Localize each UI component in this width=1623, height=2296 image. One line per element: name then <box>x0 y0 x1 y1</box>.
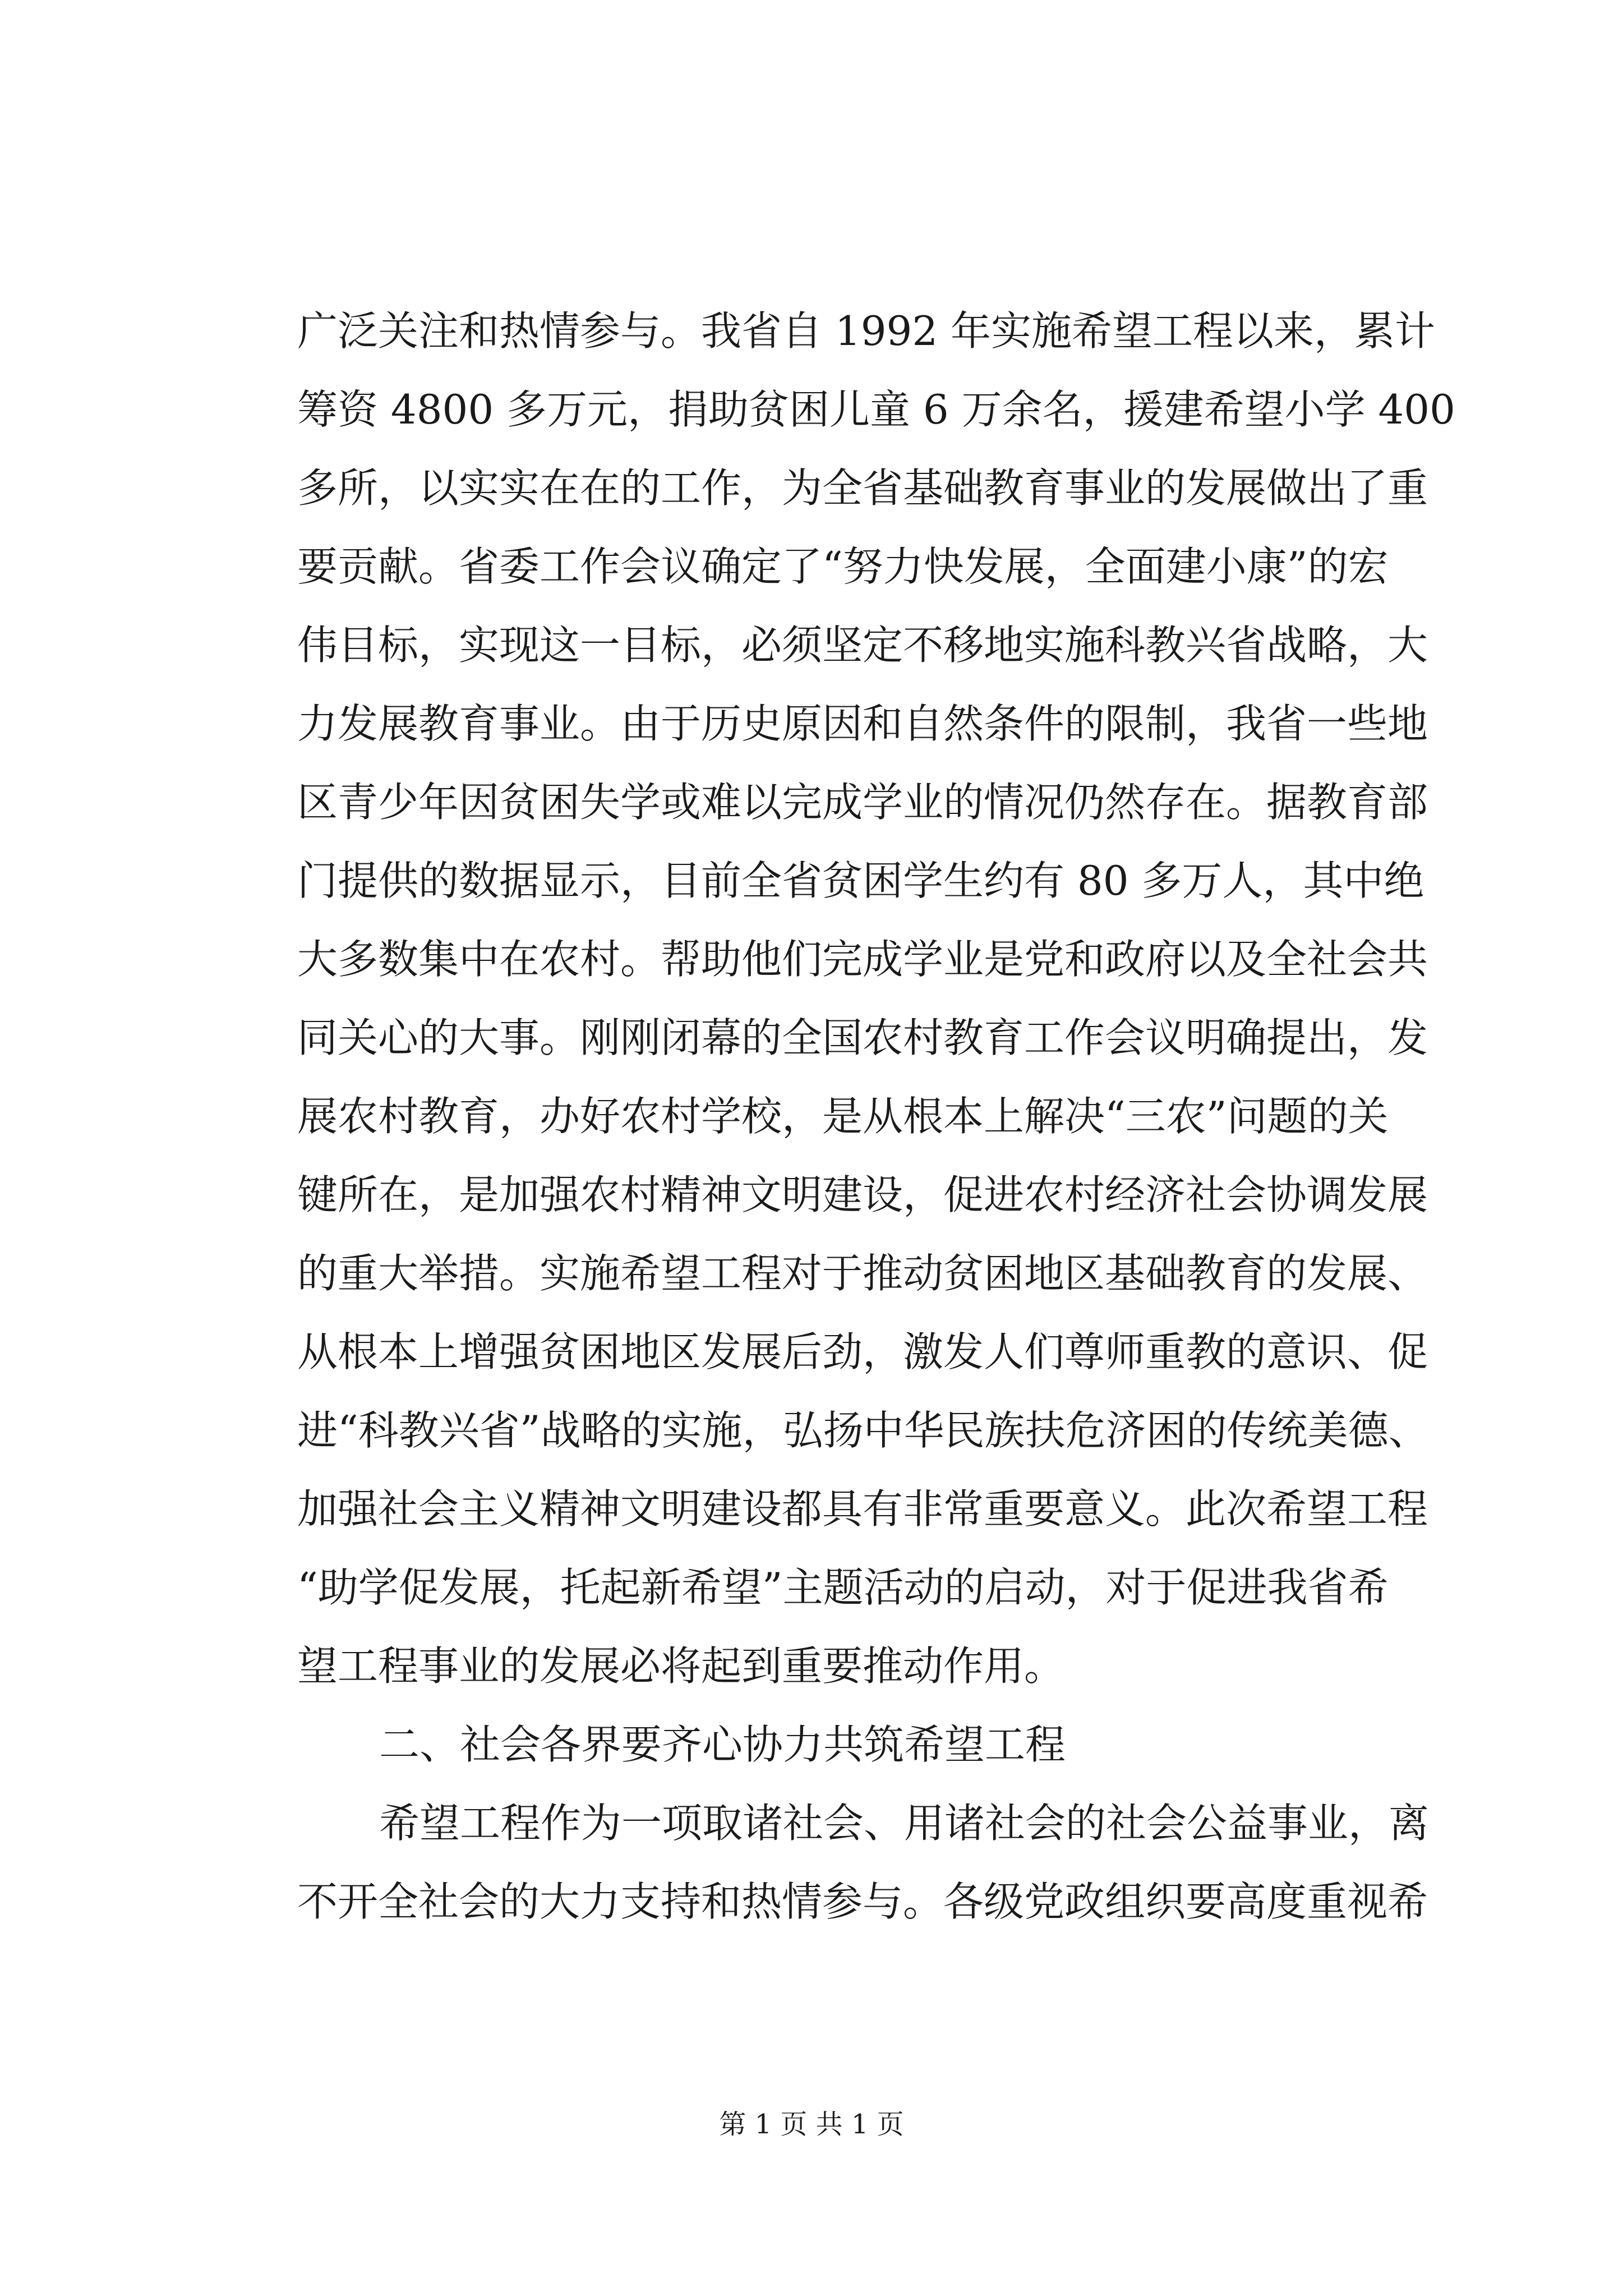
body-text-line: 从根本上增强贫困地区发展后劲，激发人们尊师重教的意识、促 <box>297 1328 1428 1375</box>
body-text-line: 力发展教育事业。由于历史原因和自然条件的限制，我省一些地 <box>297 700 1428 747</box>
section-heading: 二、社会各界要齐心协力共筑希望工程 <box>379 1721 1066 1768</box>
body-text-line: “助学促发展，托起新希望”主题活动的启动，对于促进我省希 <box>297 1564 1389 1611</box>
page-footer: 第 1 页 共 1 页 <box>719 2109 904 2140</box>
body-text-line: 广泛关注和热情参与。我省自 1992 年实施希望工程以来，累计 <box>297 307 1436 355</box>
body-text-line: 要贡献。省委工作会议确定了“努力快发展，全面建小康”的宏 <box>297 543 1389 590</box>
body-text-line: 不开全社会的大力支持和热情参与。各级党政组织要高度重视希 <box>297 1878 1428 1925</box>
body-text-line: 进“科教兴省”战略的实施，弘扬中华民族扶危济困的传统美德、 <box>297 1407 1429 1454</box>
body-text-line: 的重大举措。实施希望工程对于推动贫困地区基础教育的发展、 <box>297 1250 1428 1297</box>
body-text-line: 望工程事业的发展必将起到重要推动作用。 <box>297 1642 1065 1690</box>
body-text-line: 门提供的数据显示，目前全省贫困学生约有 80 多万人，其中绝 <box>297 857 1424 904</box>
body-text-line: 同关心的大事。刚刚闭幕的全国农村教育工作会议明确提出，发 <box>297 1014 1428 1061</box>
body-text-line: 展农村教育，办好农村学校，是从根本上解决“三农”问题的关 <box>297 1093 1389 1140</box>
body-text-line: 大多数集中在农村。帮助他们完成学业是党和政府以及全社会共 <box>297 936 1428 983</box>
body-text-line: 多所，以实实在在的工作，为全省基础教育事业的发展做出了重 <box>297 464 1428 512</box>
body-text-line: 筹资 4800 多万元，捐助贫困儿童 6 万余名，援建希望小学 400 <box>297 386 1455 433</box>
body-text-line: 区青少年因贫困失学或难以完成学业的情况仍然存在。据教育部 <box>297 779 1428 826</box>
paragraph-first-line: 希望工程作为一项取诸社会、用诸社会的社会公益事业，离 <box>379 1800 1430 1847</box>
body-text-line: 加强社会主义精神文明建设都具有非常重要意义。此次希望工程 <box>297 1485 1428 1533</box>
body-text-line: 伟目标，实现这一目标，必须坚定不移地实施科教兴省战略，大 <box>297 622 1428 669</box>
body-text-line: 键所在，是加强农村精神文明建设，促进农村经济社会协调发展 <box>297 1171 1428 1218</box>
